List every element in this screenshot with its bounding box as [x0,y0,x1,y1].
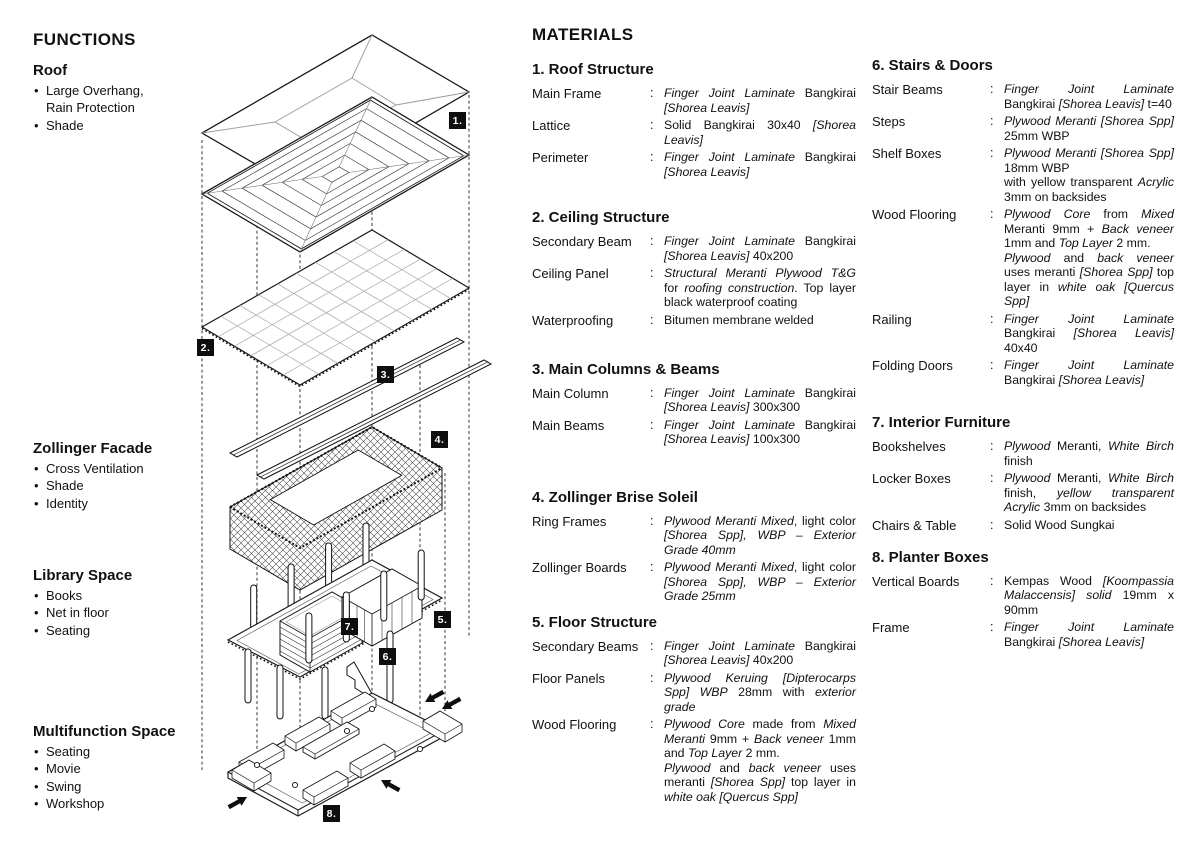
material-row-value: Finger Joint Laminate Bangkirai [Shorea Leavis] 40x200 [664,234,857,263]
material-row-label: Main Beams [532,417,605,433]
material-row-value: Plywood Core from Mixed Meranti 9mm + Back veneer 1mm and Top Layer 2 mm. Plywood and back veneer uses meranti [Shorea Spp] top layer in white oak [Quercus Spp] [1004,207,1174,308]
material-row-colon: : [990,471,994,485]
material-row-label: Frame [872,620,910,636]
material-section [532,489,856,604]
material-row [872,439,1174,468]
material-row-value: Plywood Meranti, White Birch finish [1004,439,1174,468]
material-row-label: Lattice [532,118,571,133]
material-row-label: Main Column [532,385,609,401]
material-section [532,361,856,447]
material-row-value: Finger Joint Laminate Bangkirai [Shorea Leavis] [664,150,857,179]
material-row [872,518,1174,533]
material-row [532,234,856,263]
material-row [532,86,856,115]
material-row-colon: : [990,358,994,372]
material-row-value: Plywood Meranti [Shorea Spp] 25mm WBP [1004,114,1174,143]
drawing-label-3: 3. [377,366,394,383]
material-row-colon: : [990,114,994,128]
ceiling-panel-layer [202,230,469,387]
material-row-colon: : [650,670,654,685]
drawing-label-8: 8. [323,805,340,822]
material-section [872,549,1174,650]
material-row [532,514,856,558]
material-section [532,61,856,179]
material-row-label: Zollinger Boards [532,560,627,576]
material-row-label: Folding Doors [872,358,953,373]
material-row-colon: : [990,311,994,326]
material-row-colon: : [650,86,654,100]
function-section [33,440,193,512]
function-section [33,723,193,812]
material-row-value: Plywood Meranti, White Birch finish, yellow transparent Acrylic 3mm on backsides [1004,471,1174,514]
material-row-colon: : [650,417,654,432]
material-row-colon: : [650,638,654,653]
material-row-colon: : [990,439,994,453]
material-section-heading: 7. Interior Furniture [872,414,1011,431]
function-items [33,587,165,639]
material-row-colon: : [650,234,654,248]
material-section-heading: 4. Zollinger Brise Soleil [532,488,698,506]
material-row [872,312,1174,356]
function-item: • Identity [33,495,165,512]
material-row-value: Bitumen membrane welded [664,312,814,327]
material-row-value: Finger Joint Laminate Bangkirai [Shorea Leavis] 300x300 [664,385,857,415]
material-row-value: Finger Joint Laminate Bangkirai [Shorea Leavis] t=40 [1004,82,1174,111]
drawing-label-2: 2. [197,339,214,356]
material-section-heading: 3. Main Columns & Beams [532,360,720,378]
function-section [33,62,193,134]
function-items [33,82,165,134]
function-item: • Movie [33,760,165,777]
material-row [872,471,1174,515]
function-section [33,567,193,639]
material-row [532,639,856,668]
material-row [872,114,1174,143]
function-section-title: Roof [33,62,68,79]
material-row [532,671,856,715]
function-section-title: Library Space [33,567,133,584]
materials-sections-2 [872,57,1174,649]
material-row-label: Wood Flooring [532,717,617,733]
material-row [872,146,1174,204]
function-section-title: Multifunction Space [33,723,176,740]
material-row-label: Locker Boxes [872,471,951,486]
base-platform-layer [228,692,462,816]
material-row [532,717,856,804]
material-row [532,418,856,447]
material-row-value: Finger Joint Laminate Bangkirai [Shorea Leavis] [664,86,857,115]
material-row-value: Finger Joint Laminate Bangkirai [Shorea Leavis] 100x300 [664,417,857,447]
drawing-label-1: 1. [449,112,466,129]
material-row [532,313,856,328]
function-item: • Workshop [33,795,165,812]
material-row-colon: : [650,118,654,132]
material-row-colon: : [650,266,654,280]
material-row-colon: : [990,517,994,532]
material-row-label: Stair Beams [872,82,943,97]
material-row [532,118,856,147]
material-row-colon: : [650,560,654,575]
material-row-label: Wood Flooring [872,207,957,222]
functions-title: FUNCTIONS [33,30,136,49]
material-row-colon: : [990,146,994,160]
function-item: • Shade [33,117,165,134]
material-row-label: Ceiling Panel [532,266,609,281]
function-item: • Swing [33,778,165,795]
material-row-colon: : [990,573,994,588]
material-row [532,150,856,179]
material-row-value: Solid Bangkirai 30x40 [Shorea Leavis] [664,118,856,147]
function-items [33,743,165,812]
material-section-heading: 1. Roof Structure [532,61,654,78]
material-row-label: Secondary Beams [532,638,639,654]
material-section-heading: 8. Planter Boxes [872,548,989,566]
material-row-label: Steps [872,114,906,129]
material-row [872,358,1174,387]
drawing-label-5: 5. [434,611,451,628]
material-row-value: Structural Meranti Plywood T&G for roofing construction. Top layer black waterproof coating [664,266,856,309]
material-row-label: Railing [872,311,912,327]
materials-title: MATERIALS [532,25,634,44]
function-section-title: Zollinger Facade [33,440,153,457]
function-item: • Cross Ventilation [33,460,165,477]
material-section [872,57,1174,387]
drawing-label-6: 6. [379,648,396,665]
material-row-colon: : [650,150,654,164]
material-row [872,207,1174,309]
material-row-label: Vertical Boards [872,573,960,589]
material-section [872,414,1174,533]
function-item: • Large Overhang, Rain Protection [33,82,165,117]
material-row-label: Main Frame [532,86,602,101]
material-row [872,574,1174,618]
material-row-value: Plywood Keruing [Dipterocarps Spp] WBP 28mm with exterior grade [664,670,856,714]
materials-column-1 [532,25,856,807]
function-item: • Shade [33,477,165,494]
material-row-label: Secondary Beam [532,234,632,249]
zollinger-facade-ring [230,427,442,590]
material-section-heading: 2. Ceiling Structure [532,209,670,226]
drawing-canvas [185,25,515,835]
materials-sections-1 [532,61,856,804]
material-section [532,209,856,328]
drawing-label-4: 4. [431,431,448,448]
material-row-label: Perimeter [532,150,589,165]
material-row-colon: : [990,82,994,96]
function-item: • Net in floor [33,604,165,621]
material-row-value: Finger Joint Laminate Bangkirai [Shorea Leavis] [1004,620,1174,649]
function-item: • Books [33,587,165,604]
material-row-value: Plywood Meranti [Shorea Spp] 18mm WBP with yellow transparent Acrylic 3mm on backsides [1004,146,1174,204]
function-item: • Seating [33,743,165,760]
material-row-colon: : [650,513,654,528]
material-row-label: Chairs & Table [872,517,957,533]
materials-column-2 [872,57,1174,652]
material-row [532,560,856,604]
function-items [33,460,165,512]
material-row [872,620,1174,649]
exploded-axonometric-drawing [185,25,515,835]
material-row-value: Finger Joint Laminate Bangkirai [Shorea Leavis] 40x200 [664,638,857,668]
material-row-value: Plywood Core made from Mixed Meranti 9mm + Back veneer 1mm and Top Layer 2 mm. Plywood and back veneer uses meranti [Shorea Spp] top layer in white oak [Quercus Spp] [664,717,856,804]
material-row-label: Shelf Boxes [872,146,942,161]
drawing-label-7: 7. [341,618,358,635]
material-row-value: Solid Wood Sungkai [1004,517,1115,532]
material-row-colon: : [650,312,654,327]
material-section [532,614,856,805]
material-row-colon: : [650,385,654,400]
material-row-value: Plywood Meranti Mixed, light color [Shorea Spp], WBP – Exterior Grade 40mm [664,513,856,557]
material-row-label: Bookshelves [872,439,946,454]
material-section-heading: 5. Floor Structure [532,613,658,631]
material-row-colon: : [990,620,994,635]
material-row-colon: : [650,717,654,732]
material-row [872,82,1174,111]
material-row-label: Floor Panels [532,670,605,686]
material-row [532,266,856,310]
function-item: • Seating [33,622,165,639]
material-row-label: Ring Frames [532,513,607,529]
material-section-heading: 6. Stairs & Doors [872,57,993,74]
material-row-value: Kempas Wood [Koompassia Malaccensis] solid 19mm x 90mm [1004,573,1174,617]
material-row-value: Finger Joint Laminate Bangkirai [Shorea Leavis] [1004,358,1174,387]
material-row-colon: : [990,207,994,221]
material-row-value: Finger Joint Laminate Bangkirai [Shorea Leavis] 40x40 [1004,311,1175,355]
material-row-value: Plywood Meranti Mixed, light color [Shorea Spp], WBP – Exterior Grade 25mm [664,560,856,604]
material-row-label: Waterproofing [532,312,614,328]
material-row [532,386,856,415]
